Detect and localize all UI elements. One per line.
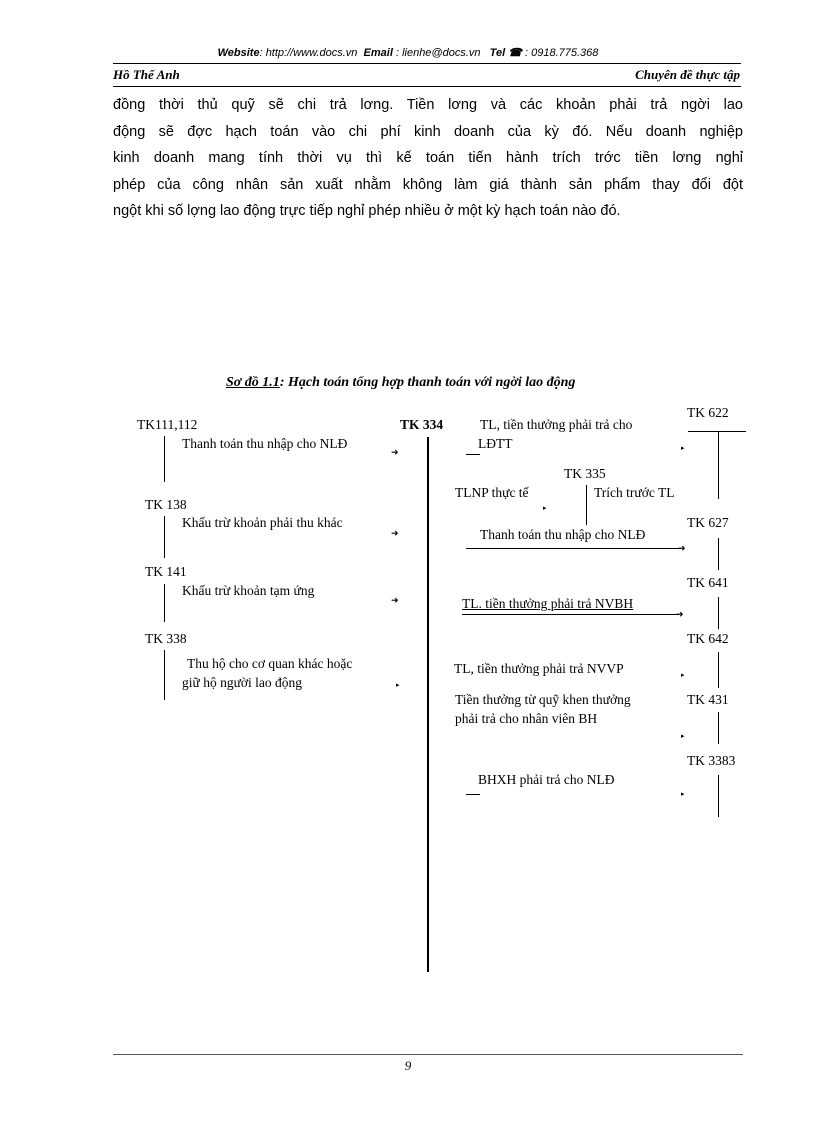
footer-rule [113,1054,743,1055]
website-header [0,46,816,59]
tk431-label: TK 431 [687,692,729,707]
tk641-label: TK 641 [687,575,729,590]
body-line: đồng thời thủ quỹ sẽ chi trả lơng. Tiền lơng và các khoản phải trả ngời lao [113,97,743,113]
tk431-desc-line1: Tiền thưởng từ quỹ khen thưởng [455,692,631,707]
tk3383-connector [466,794,480,795]
arrow-right-icon: ➜ [391,447,399,457]
tk3383-desc: BHXH phải trả cho NLĐ [478,772,615,787]
tk641-axis [718,597,719,629]
tk642-axis [718,652,719,688]
tk431-desc-line2: phải trả cho nhân viên BH [455,711,598,726]
tk627-connector [466,548,681,549]
tk622-axis [718,431,719,499]
tk622-desc-line1: TL, tiền thưởng phải trả cho [480,417,633,432]
arrow-right-icon: ▸ [681,671,685,679]
email-label: Email [363,47,393,59]
email-value[interactable]: : lienhe@docs.vn [395,47,481,59]
arrow-right-icon: ▸ [681,732,685,740]
body-line: phép của công nhân sản xuất nhằm không làm giá thành sản phẩm thay đổi đột [113,176,743,193]
arrow-right-icon: ➜ [676,609,684,619]
diagram-title [226,375,575,391]
tk334-label: TK 334 [400,417,444,432]
arrow-right-icon: ▸ [681,444,685,452]
arrow-right-icon: ➜ [678,543,686,553]
tk138-label: TK 138 [145,497,187,512]
tk627-axis [718,538,719,570]
tk641-connector [462,614,679,615]
arrow-right-icon: ➜ [391,595,399,605]
tk622-label: TK 622 [687,405,729,420]
arrow-right-icon: ➜ [391,528,399,538]
website-value[interactable]: : http://www.docs.vn [259,47,358,59]
tk141-desc: Khấu trừ khoản tạm ứng [182,583,315,598]
tk138-desc: Khấu trừ khoản phải thu khác [182,515,343,530]
tk622-connector [466,454,480,455]
trich-truoc-label: Trích trước TL [594,485,675,500]
tk111-axis [164,436,165,482]
tk334-axis [427,437,429,972]
body-line: ngột khi số lợng lao động trực tiếp nghỉ phép nhiều ở một kỳ hạch toán nào đó. [113,203,621,219]
tk338-desc-line1: Thu hộ cho cơ quan khác hoặc [187,656,353,671]
header-rule-top [113,63,741,64]
diagram-title-rest: : Hạch toán tổng hợp thanh toán với ngời lao động [279,375,576,390]
arrow-right-icon: ▸ [681,790,685,798]
tk338-desc-line2: giữ hộ người lao động [182,675,303,690]
tel-label: Tel ☎ [489,47,522,59]
tk641-desc: TL. tiền thưởng phải trả NVBH [462,596,634,611]
tk335-axis [586,485,587,525]
tk338-axis [164,650,165,700]
tk431-axis [718,712,719,744]
header-rule-bottom [113,86,741,87]
tk111-desc: Thanh toán thu nhập cho NLĐ [182,436,348,451]
body-paragraph [113,92,743,225]
tlnp-label: TLNP thực tế [455,485,529,500]
tel-value: : 0918.775.368 [524,47,599,59]
tk3383-label: TK 3383 [687,753,736,768]
tk338-label: TK 338 [145,631,187,646]
tk622-rule [688,431,746,432]
body-line: động sẽ đợc hạch toán vào chi phí kinh doanh của kỳ đó. Nếu doanh nghiệp [113,123,743,140]
tk627-desc: Thanh toán thu nhập cho NLĐ [480,527,646,542]
diagram-title-prefix: Sơ đồ 1.1 [226,375,280,390]
tk141-label: TK 141 [145,564,187,579]
tk642-label: TK 642 [687,631,729,646]
arrow-right-icon: ▸ [396,681,400,689]
tk642-desc: TL, tiền thưởng phải trả NVVP [454,661,624,676]
arrow-right-icon: ▸ [543,504,547,512]
tk335-label: TK 335 [564,466,606,481]
tk627-label: TK 627 [687,515,729,530]
website-label: Website [217,47,260,59]
page-number: 9 [404,1058,412,1073]
tk3383-axis [718,775,719,817]
tk622-desc-line2: LĐTT [478,436,513,451]
body-line: kinh doanh mang tính thời vụ thì kế toán tiến hành trích trớc tiền lơng nghỉ [113,150,743,166]
tk141-axis [164,584,165,622]
tk138-axis [164,516,165,558]
topic-title: Chuyên đề thực tập [635,67,740,82]
tk111-label: TK111,112 [137,417,198,432]
author-name: Hồ Thế Anh [113,67,180,82]
